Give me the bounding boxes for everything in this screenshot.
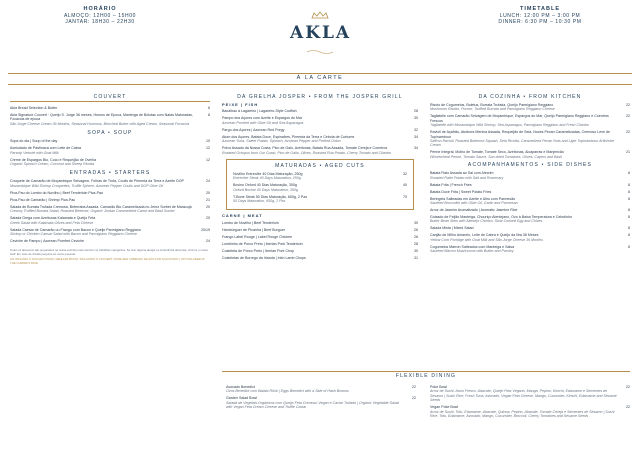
- josper-title: DA GRELHA JOSPER • FROM THE JOSPER GRILL: [237, 94, 403, 100]
- flexible-left: [226, 385, 416, 412]
- menu-item-description: Roasted Octopus from Our Coast, Pico de Gallo, Olives, Roasted Rúa Potato, Cherry Tomato and Cilantro: [222, 150, 392, 155]
- menu-item-name: Frango Label Rouge | Label Rouge Chicken: [222, 234, 293, 239]
- menu-item-name: Vegan Poke Bowl: [430, 405, 459, 410]
- menu-item: [222, 146, 418, 155]
- menu-item: [222, 242, 418, 246]
- menu-item-description: Roasted Ratte Potato with Salt and Rosemary: [430, 175, 504, 180]
- menu-item-price: 8: [628, 233, 630, 238]
- menu-item-name: Arroz de Jasmim Aromatizado | Aromatic Jasmine Rice: [430, 208, 518, 213]
- menu-item-price: 34: [414, 134, 418, 139]
- menu-item-name: Costeleta de Porco Preto | Iberian Pork Chop: [222, 248, 295, 253]
- menu-item-name: Aveludado de Pastinaca com Leite de Cabra: [10, 146, 82, 151]
- flexible-title: FLEXIBLE DINING: [395, 373, 457, 379]
- menu-item-price: 34: [414, 146, 418, 151]
- menu-item: [222, 109, 418, 113]
- menu-item-price: 8: [628, 244, 630, 249]
- menu-item: [430, 226, 630, 230]
- menu-item-name: Tagliatelle com Camarão Selvagem de Moçambique, Espargos do Mar, Queijo Parmigiano Reggiano e Coentros Frescos: [430, 114, 609, 123]
- menu-item: [430, 130, 630, 148]
- soup-title: SOPA • SOUP: [87, 130, 133, 137]
- menu-item: [10, 191, 210, 195]
- menu-item-price: 30: [414, 220, 418, 225]
- menu-item: [222, 135, 418, 144]
- menu-item: [10, 106, 210, 110]
- menu-item-name: Lombinho de Porco Preto | Iberian Pork Tenderloin: [222, 241, 303, 246]
- menu-item: [430, 183, 630, 187]
- starters-title: ENTRADAS • STARTERS: [69, 170, 151, 177]
- hours-pt: [40, 6, 160, 26]
- menu-item: [430, 150, 630, 159]
- menu-item: [430, 405, 630, 418]
- logo-wordmark: AKLA: [290, 23, 352, 43]
- menu-item-name: Hambúrguer de Picanha | Beef Burguer: [222, 227, 286, 232]
- menu-list: [222, 109, 418, 155]
- menu-item: [10, 146, 210, 155]
- menu-item: [10, 239, 210, 243]
- menu-item: [430, 171, 630, 180]
- flexible-right: [430, 385, 630, 421]
- menu-list: [222, 221, 418, 260]
- menu-item: [222, 235, 418, 239]
- menu-item-description: Organic Spinach Cream, Coconut and Sheep Ricotta: [10, 162, 95, 167]
- menu-item-description: São Jorge Cheese Cream 36 Months, Seasonal Hummus, Brioched Butter with Aged Cream, Seasonal Focaccia: [10, 121, 190, 126]
- menu-list: [10, 179, 210, 243]
- right-column: [430, 94, 630, 256]
- menu-item: [222, 221, 418, 225]
- menu-item: [10, 158, 210, 167]
- menu-item: [222, 116, 418, 125]
- menu-item-description: Azorean Tuna, Sweet Potato, Spinach, Azorean Pepper and Pickled Onion: [222, 139, 341, 144]
- crown-icon: [310, 11, 330, 19]
- menu-item: [430, 245, 630, 254]
- menu-item-name: Cogumelos Marron Salteados com Manteiga e Salsa: [430, 244, 515, 249]
- menu-item-name: Ravioli de Açafrão, Abóbora Menina Assada, Requeijão de Seia, Nozes Pecan Caramelizadas, Cremoso Leve de Tupinambour: [430, 130, 610, 139]
- menu-list: [430, 385, 630, 418]
- dinner-pt: JANTAR: 18H30 – 22H30: [65, 19, 135, 25]
- menu-item-price: 21: [206, 197, 210, 202]
- menu-item-name: Batata Rato Assada ao Sal com Alecrim: [430, 171, 494, 176]
- menu-item-name: Akla Bread Selection & Butter: [10, 106, 58, 110]
- menu-item-name: Batata Frita | French Fries: [430, 182, 472, 187]
- menu-item-price: 28: [414, 109, 418, 114]
- menu-item-description: Butter Bean Stew with Alentejo Chorizo, Slow-Cooked Egg and Chives: [430, 219, 543, 224]
- menu-item-description: Saffron Ravioli, Roasted Butternut Squash, Seia Ricotta, Caramelized Pecan Nuts and Light Topinambour Artichoke Cream: [430, 139, 615, 148]
- menu-item-price: 8: [628, 189, 630, 194]
- menu-item-price: 30: [414, 248, 418, 253]
- menu-item-price: 22: [626, 130, 630, 135]
- menu-item-price: 32: [414, 127, 418, 132]
- menu-item-name: Lombo de Novilho | Beef Tenderloin: [222, 220, 279, 225]
- menu-item-name: Pampo dos Açores com Azeite e Espargos do Mar: [222, 116, 303, 121]
- menu-item-price: 12: [206, 157, 210, 162]
- menu-item-price: 20: [206, 216, 210, 221]
- menu-item-price: 40: [403, 183, 407, 188]
- menu-item-name: Canjão de Milho Amarelo, Leite de Cabra e Queijo da Ilha 36 Meses: [430, 233, 539, 238]
- menu-item-description: Parsnip Velouté with Goat Milk: [10, 150, 59, 155]
- a-la-carte-title: À LA CARTE: [296, 75, 344, 81]
- menu-item-description: Greek Salad with Kalamata Olives and Feta Cheese: [10, 220, 94, 225]
- lunch-pt: ALMOÇO: 12H00 – 15H00: [63, 12, 137, 19]
- menu-item-name: Salada Mista | Mixed Salad: [430, 226, 474, 231]
- menu-item-price: 26: [414, 234, 418, 239]
- menu-item-price: 6: [208, 106, 210, 110]
- hours-title: HORÁRIO: [83, 6, 117, 12]
- menu-item-description: Arroz de Sushi, Tofu, Edamame, Abacate, Quinoa, Pepino, Abacate, Tomate Cereja e Sementes de Sésamo | Sushi Rice, Tofu, Edamame, Avocado, Mango, Cucumber, Broccoli, Cherry Tomatoes and Sesame Seeds: [430, 409, 615, 419]
- menu-item-name: Beringela Salteadas em Azeite e Alho com Parmesão: [430, 196, 516, 201]
- menu-list: [430, 103, 630, 159]
- menu-item-price: 8: [208, 113, 210, 117]
- menu-item: [222, 228, 418, 232]
- menu-item: [430, 215, 630, 224]
- menu-item-description: Ovos Benedict com Batata Rösti | Eggs Benedict with a Side of Hash Browns: [226, 389, 349, 394]
- menu-item-price: 28: [414, 241, 418, 246]
- menu-item-price: 26: [414, 227, 418, 232]
- menu-item-description: Mozambique Wild Shrimp Croquettes, Truffle Sphere, Azorean Pepper Coulis and DOP Olive Oil: [10, 183, 164, 188]
- menu-item-description: Sautéed Broccolini with Olive Oil, Garlic and Parmesan: [430, 201, 518, 206]
- menu-item: [10, 113, 210, 126]
- menu-item-price: 30: [414, 116, 418, 121]
- menu-item-name: Pargo dos Açores | Azorean Red Porgy: [222, 127, 285, 132]
- sides-title: ACOMPANHAMENTOS • SIDE DISHES: [467, 162, 593, 169]
- menu-item-name: Sopa do dia | Soup of the day: [10, 139, 58, 144]
- menu-list: [10, 106, 210, 126]
- menu-item-price: 20/19: [201, 227, 210, 232]
- menu-item-name: Novilho Entrecôte 40 Dias Maturação, 250g: [233, 172, 303, 177]
- menu-item: [233, 195, 407, 204]
- menu-item-description: Oxford Bovine 40 Days Maturation, 350g: [233, 187, 298, 192]
- menu-list: [226, 385, 416, 410]
- menu-item-name: Akla Signature Couvert · Queijo S. Jorge 36 meses, Húmus de Epoca, Manteiga de Bolotas com Natas Maturadas, Focaccia de epoca: [10, 113, 193, 122]
- menu-item-price: 8: [628, 196, 630, 201]
- menu-item: [10, 205, 210, 214]
- menu-item-name: Polvo Assado da Nossa Costa, Pico de Galo, Azeitonas, Batata Rúa Assada, Tomate Cereja e Coentros: [222, 146, 388, 151]
- menu-item-description: Mushroom Risotto, Porcini, Truffled Burrata and Parmigiano Reggiano Cheese: [430, 107, 555, 112]
- menu-item-price: 8: [628, 208, 630, 213]
- menu-item-name: Pica-Pau do Lombo do Novilho | Beef Tenderloin Pica-Pau: [10, 190, 103, 195]
- aged-cuts-box: [226, 159, 414, 210]
- ornament-icon: [305, 49, 335, 55]
- menu-item-description: Entrecôte Steak 40 Days Maturation, 250g: [233, 176, 301, 181]
- kitchen-title: DA COZINHA • FROM KITCHEN: [478, 94, 582, 100]
- menu-item-name: Bacalhau à Lagareiro | Lagareiro-Style Codfish: [222, 109, 297, 114]
- menu-item-name: Costeletas de Borrego da Irlanda | Irish Lamb Chops: [222, 255, 306, 260]
- menu-item-name: Penne Integral, Molho de Tomate, Tomate Seco, Azeitonas, Alcaparras e Manjericão: [430, 150, 564, 155]
- menu-item-description: Shrimp or Chicken Caesar Salad with Bacon and Parmigiano Reggiano Cheese: [10, 232, 137, 237]
- menu-item-description: Azorean Pomfret with Olive Oil and Sea Asparagus: [222, 120, 304, 125]
- menu-item-name: Salada Grega com Azeitonas Kalamata e Queijo Feta: [10, 216, 96, 221]
- menu-item-price: 20: [206, 204, 210, 209]
- menu-item-description: Tagliatelle with Mozambique Wild Shrimp, Sea Asparagus, Parmigiano Reggiano and Fresh Cilantro: [430, 123, 589, 128]
- menu-item: [233, 183, 407, 192]
- menu-item-price: 24: [206, 239, 210, 244]
- left-column: [10, 94, 210, 265]
- logo: [290, 6, 350, 60]
- menu-item: [430, 114, 630, 127]
- menu-item-name: Ceviche de Pampo | Azorean Pomfret Ceviche: [10, 239, 85, 244]
- menu-item-name: Garden Salad Bowl: [226, 396, 257, 401]
- menu-item: [10, 216, 210, 225]
- menu-item: [222, 249, 418, 253]
- menu-item: [430, 190, 630, 194]
- menu-item-price: 21: [626, 150, 630, 155]
- menu-item-price: 22: [412, 396, 416, 401]
- menu-item-price: 22: [626, 114, 630, 119]
- menu-item: [222, 256, 418, 260]
- allergen-note: Todos os alimentos são preparados na nossa cozinha onde também se trabalham alergénios. Se tiver alguma alergia ou intolerância alimentar, informe o nosso staff. Em caso de dúvida pergunte ao nosso pessoal.: [10, 248, 208, 256]
- menu-item-description: Sautéed Marron Mushrooms with Butter and Parsley: [430, 249, 514, 254]
- divider: [222, 371, 630, 372]
- menu-item-price: 22: [626, 103, 630, 107]
- menu-item-name: Pica-Pau de Camarão | Shrimp Pica-Pau: [10, 197, 76, 202]
- menu-item: [226, 396, 416, 409]
- menu-item-description: Creamy Truffled Burrata Salad, Roasted Beetroot, Organic Jordan Caramelized Carrot and Basil Sorbet: [10, 209, 175, 214]
- divider: [8, 73, 632, 74]
- menu-item-price: 20: [206, 190, 210, 195]
- menu-item-description: Yellow Corn Porridge with Goat Milk and São Jorge Cheese 36 Months: [430, 237, 543, 242]
- menu-item: [430, 103, 630, 112]
- menu-item-price: 8: [628, 226, 630, 231]
- menu-item-name: Poke Bowl: [430, 385, 447, 389]
- menu-item-price: 22: [626, 405, 630, 410]
- menu-item-price: 22: [626, 385, 630, 389]
- menu-item-price: 22: [412, 385, 416, 389]
- menu-item-description: 50 Days Maturation, 650g, 2 Pax: [233, 199, 286, 204]
- menu-item: [222, 128, 418, 132]
- menu-item-price: 10: [206, 139, 210, 144]
- menu-item: [10, 179, 210, 188]
- menu-item-price: 24: [206, 179, 210, 184]
- menu-item-name: Bovino Oxford 40 Dias Maturação, 350g: [233, 183, 297, 188]
- aged-title: MATURADAS • AGED CUTS: [275, 163, 365, 170]
- menu-item: [430, 385, 630, 403]
- menu-item-price: 8: [628, 182, 630, 187]
- menu-item-name: Croquete de Camarão de Moçambique Selvagem, Folhas de Trufa, Coulis de Pimenta da Terra e Azeite DOP: [10, 179, 184, 184]
- menu-item-price: 8: [628, 171, 630, 176]
- timetable-title: TIMETABLE: [519, 6, 561, 12]
- menu-item-name: Atum dos Açores, Batata Doce, Espinafres, Pimenta da Terra e Cebola de Curtume: [222, 134, 355, 139]
- lunch-en: LUNCH: 12:00 PM – 3:00 PM: [499, 12, 581, 19]
- menu-list: [233, 172, 407, 204]
- vat-note: IVA INCLUÍDO À TAXA EM VIGOR | NENHUM PRATO, INCLUINDO O COUVERT, PODE SER COBRADO SE NÃO FOR SOLICITADO | VAT INCLUDED AT THE CURRENT RATE: [10, 257, 205, 265]
- menu-item: [430, 197, 630, 206]
- menu-item-price: 70: [403, 194, 407, 199]
- menu-item-price: 12: [206, 146, 210, 151]
- menu-item: [226, 385, 416, 394]
- menu-item-description: Arroz de Sushi, Atum Fresco, Abacate, Queijo Feta Vegano, Manga, Pepino, Kimchi, Edamame e Sementes de Sésamo | Sushi Rice, Fresh Tuna, Avocado, Vegan Feta Cheese, Mango, Cucumber, Kimchi, Edamame and Sesame Seeds: [430, 389, 617, 403]
- menu-item-name: Risoto de Cogumelos, Boletus, Burrata Trufada, Queijo Parmigiano Reggiano: [430, 103, 554, 107]
- couvert-title: COUVERT: [93, 94, 127, 100]
- menu-item: [430, 208, 630, 212]
- divider: [8, 84, 632, 85]
- menu-item: [233, 172, 407, 181]
- menu-item-name: Guisado de Feijão Manteiga, Chouriço Alentejano, Ovo à Baixa Temperatura e Cebolinho: [430, 215, 572, 220]
- menu-item-description: Wholewheat Penne, Tomato Sauce, Sun-dried Tomatoes, Olives, Capers and Basil: [430, 154, 562, 159]
- menu-item: [10, 139, 210, 143]
- meat-title: CARNE | MEAT: [222, 213, 263, 219]
- menu-item: [430, 233, 630, 242]
- menu-list: [10, 139, 210, 166]
- menu-item-name: Salada Caesar de Camarão ou Frango com Bacon e Queijo Parmigiano Reggiano: [10, 227, 141, 232]
- menu-item: [10, 228, 210, 237]
- menu-item-name: T-Bone Steak 50 Dias Maturação, 650g, 2 Pax: [233, 194, 308, 199]
- hours-en: [480, 6, 600, 26]
- menu-item-name: Creme de Espargos Bio, Coco e Requeijão de Ovelha: [10, 157, 97, 162]
- menu-item-price: 31: [414, 255, 418, 260]
- fish-title: PEIXE | FISH: [222, 102, 259, 107]
- menu-item-name: Batata Doce Frita | Sweet Potato Fries: [430, 189, 492, 194]
- menu-item-name: Avocado Benedict: [226, 385, 255, 389]
- dinner-en: DINNER: 6:30 PM – 10:30 PM: [498, 19, 582, 25]
- menu-item-price: 32: [403, 172, 407, 177]
- menu-item: [10, 198, 210, 202]
- menu-list: [430, 171, 630, 253]
- middle-column: [222, 94, 418, 263]
- menu-item-name: Salada de Burrata Trufada Cremosa, Beterraba Assada, Camarão Bio Caramelizada no Jerez Sorbet de Maracujá: [10, 204, 192, 209]
- menu-item-price: 8: [628, 215, 630, 220]
- menu-item-description: Salada de Vegetais Orgânicos com Queijo Feta Cremoso Vegan e Caviar Trufado | Organic Vegetable Salad with Vegan Feta Cream Cheese and Truffle Caviar: [226, 400, 399, 410]
